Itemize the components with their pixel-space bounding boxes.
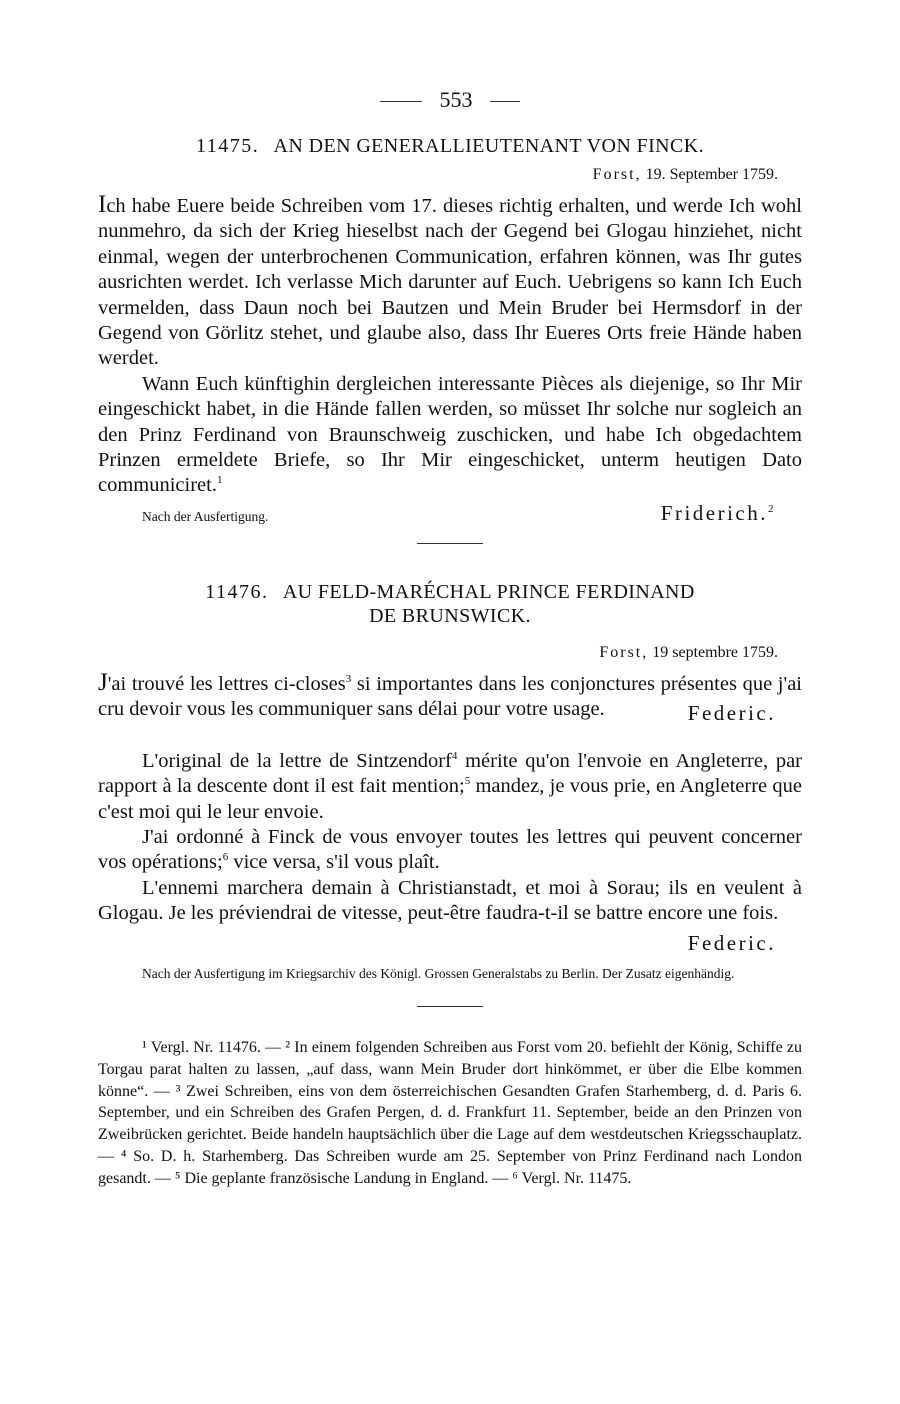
- footnotes: ¹ Vergl. Nr. 11476. — ² In einem folgenden Schreiben aus Forst vom 20. befiehlt der König, Schiffe zu Torgau parat halten zu lassen, „auf dass, wann Mein Bruder dort hinkömmet, er über die Elbe kommen könne“. — ³ Zwei Schreiben, eins von dem österreichischen Gesandten Grafen Starhemberg, d. d. Paris 6. September, und ein Schreiben des Grafen Pergen, d. d. Frankfurt 11. September, beide an den Prinzen von Zweibrücken gerichtet. Beide handeln hauptsächlich über die Lage auf dem westdeutschen Kriegsschauplatz. — ⁴ So. D. h. Starhemberg. Das Schreiben wurde am 25. September von Prinz Ferdinand nach London gesandt. — ⁵ Die geplante französische Landung in England. — ⁶ Vergl. Nr. 11475.: [98, 1038, 802, 1187]
- letter1-source: Nach der Ausfertigung.: [142, 508, 269, 524]
- letter1-initial: I: [98, 191, 107, 218]
- letter2-dateline: [98, 642, 802, 664]
- letter2-date: 19 septembre 1759.: [652, 643, 778, 661]
- page-number: 553: [439, 87, 473, 112]
- letter1-number: 11475.: [195, 135, 260, 157]
- document-page: [98, 84, 802, 1190]
- letter1-date: 19. September 1759.: [645, 166, 778, 183]
- letter2-number: 11476.: [205, 580, 269, 603]
- letter2-note-ref-3: 3: [345, 673, 352, 686]
- letter2-source: Nach der Ausfertigung im Kriegsarchiv des Königl. Grossen Generalstabs zu Berlin. Der Zusatz eigenhändig.: [142, 965, 735, 981]
- letter1-note-ref-1: 1: [216, 474, 223, 487]
- letter2-p2-c: mandez, je vous prie, en Angleterre que c'est moi qui le leur envoie.: [98, 775, 802, 823]
- letter2-heading: [98, 580, 802, 628]
- letter1-paragraph-2-text: Wann Euch künftighin dergleichen interessante Pièces als diejenige, so Ihr Mir eingeschickt habet, in die Hände fallen werden, so müsset Ihr solche nur sogleich an den Prinz Ferdinand von Braunschweig zuschicken, und habe Ich obgedachtem Prinzen ermeldete Briefe, so Ihr Mir eingeschicket, unterm heutigen Dato communiciret.: [98, 372, 802, 497]
- letter2-p1-b: si importantes dans les conjonctures présentes que j'ai cru devoir vous les communiquer sans délai pour votre usage.: [98, 672, 802, 721]
- letter1-paragraph-2: [98, 372, 802, 499]
- letter1-signature-row: [98, 499, 802, 529]
- letter2-paragraph-3: [98, 825, 802, 876]
- separator-rule-1: [417, 543, 483, 544]
- letter1-dateline: [98, 164, 802, 186]
- letter2-p1-a: 'ai trouvé les lettres ci-closes: [107, 672, 346, 695]
- letter2-place: Forst,: [599, 643, 649, 661]
- letter1-heading: [98, 134, 802, 158]
- letter1-paragraph-1: [98, 191, 802, 372]
- letter2-p4: L'ennemi marchera demain à Christianstadt, et moi à Sorau; ils en veulent à Glogau. Je les préviendrai de vitesse, peut-être faudra-t-il se battre encore une fois.: [98, 876, 802, 925]
- letter2-p3-b: vice versa, s'il vous plaît.: [228, 851, 440, 874]
- letter2-paragraph-1: [98, 668, 802, 726]
- letter2-note-ref-6: 6: [222, 851, 229, 864]
- letter1-place: Forst,: [592, 166, 642, 183]
- letter2-note-ref-4: 4: [451, 749, 458, 762]
- letter1-addressee: AN DEN GENERALLIEUTENANT VON FINCK.: [273, 135, 704, 157]
- letter1-signature-text: Friderich.: [660, 500, 768, 525]
- letter2-p2-b: mérite qu'on l'envoie en Angleterre, par rapport à la descente dont il est fait mention;: [98, 749, 802, 798]
- letter2-paragraph-4: [98, 876, 802, 955]
- letter2-p2-a: L'original de la lettre de Sintzendorf: [142, 749, 452, 772]
- letter2-note-ref-5: 5: [464, 775, 471, 788]
- separator-rule-2: [417, 1006, 483, 1007]
- page-header: [98, 84, 802, 116]
- header-dash-left: [380, 101, 422, 102]
- letter1-note-ref-2: 2: [768, 502, 776, 515]
- letter1-paragraph-1-text: ch habe Euere beide Schreiben vom 17. dieses richtig erhalten, und werde Ich wohl nunmehro, da sich der Krieg hieselbst nach der Gegend bei Glogau hinziehet, nicht einmal, wegen der unterbrochenen Communication, erfahren können, was Ihr gutes ausrichten werdet. Ich verlasse Mich darunter auf Euch. Uebrigens so kann Ich Euch vermelden, dass Daun noch bei Bautzen und Mein Bruder bei Hermsdorf in der Gegend von Görlitz stehet, und glaube also, dass Ihr Eueres Orts freie Hände haben werdet.: [98, 195, 802, 370]
- header-dash-right: [490, 101, 520, 102]
- letter2-signature-2: Federic.: [687, 930, 776, 955]
- letter2-signature-1: Federic.: [687, 701, 776, 726]
- letter2-paragraph-2: [98, 749, 802, 825]
- letter2-addressee-line1: AU FELD-MARÉCHAL PRINCE FERDINAND: [282, 580, 695, 603]
- letter2-addressee-line2: DE BRUNSWICK.: [369, 604, 531, 627]
- letter2-p3-a: J'ai ordonné à Finck de vous envoyer toutes les lettres qui peuvent concerner vos opérations;: [98, 825, 802, 874]
- letter2-initial: J: [98, 668, 108, 696]
- letter1-signature: [661, 501, 776, 526]
